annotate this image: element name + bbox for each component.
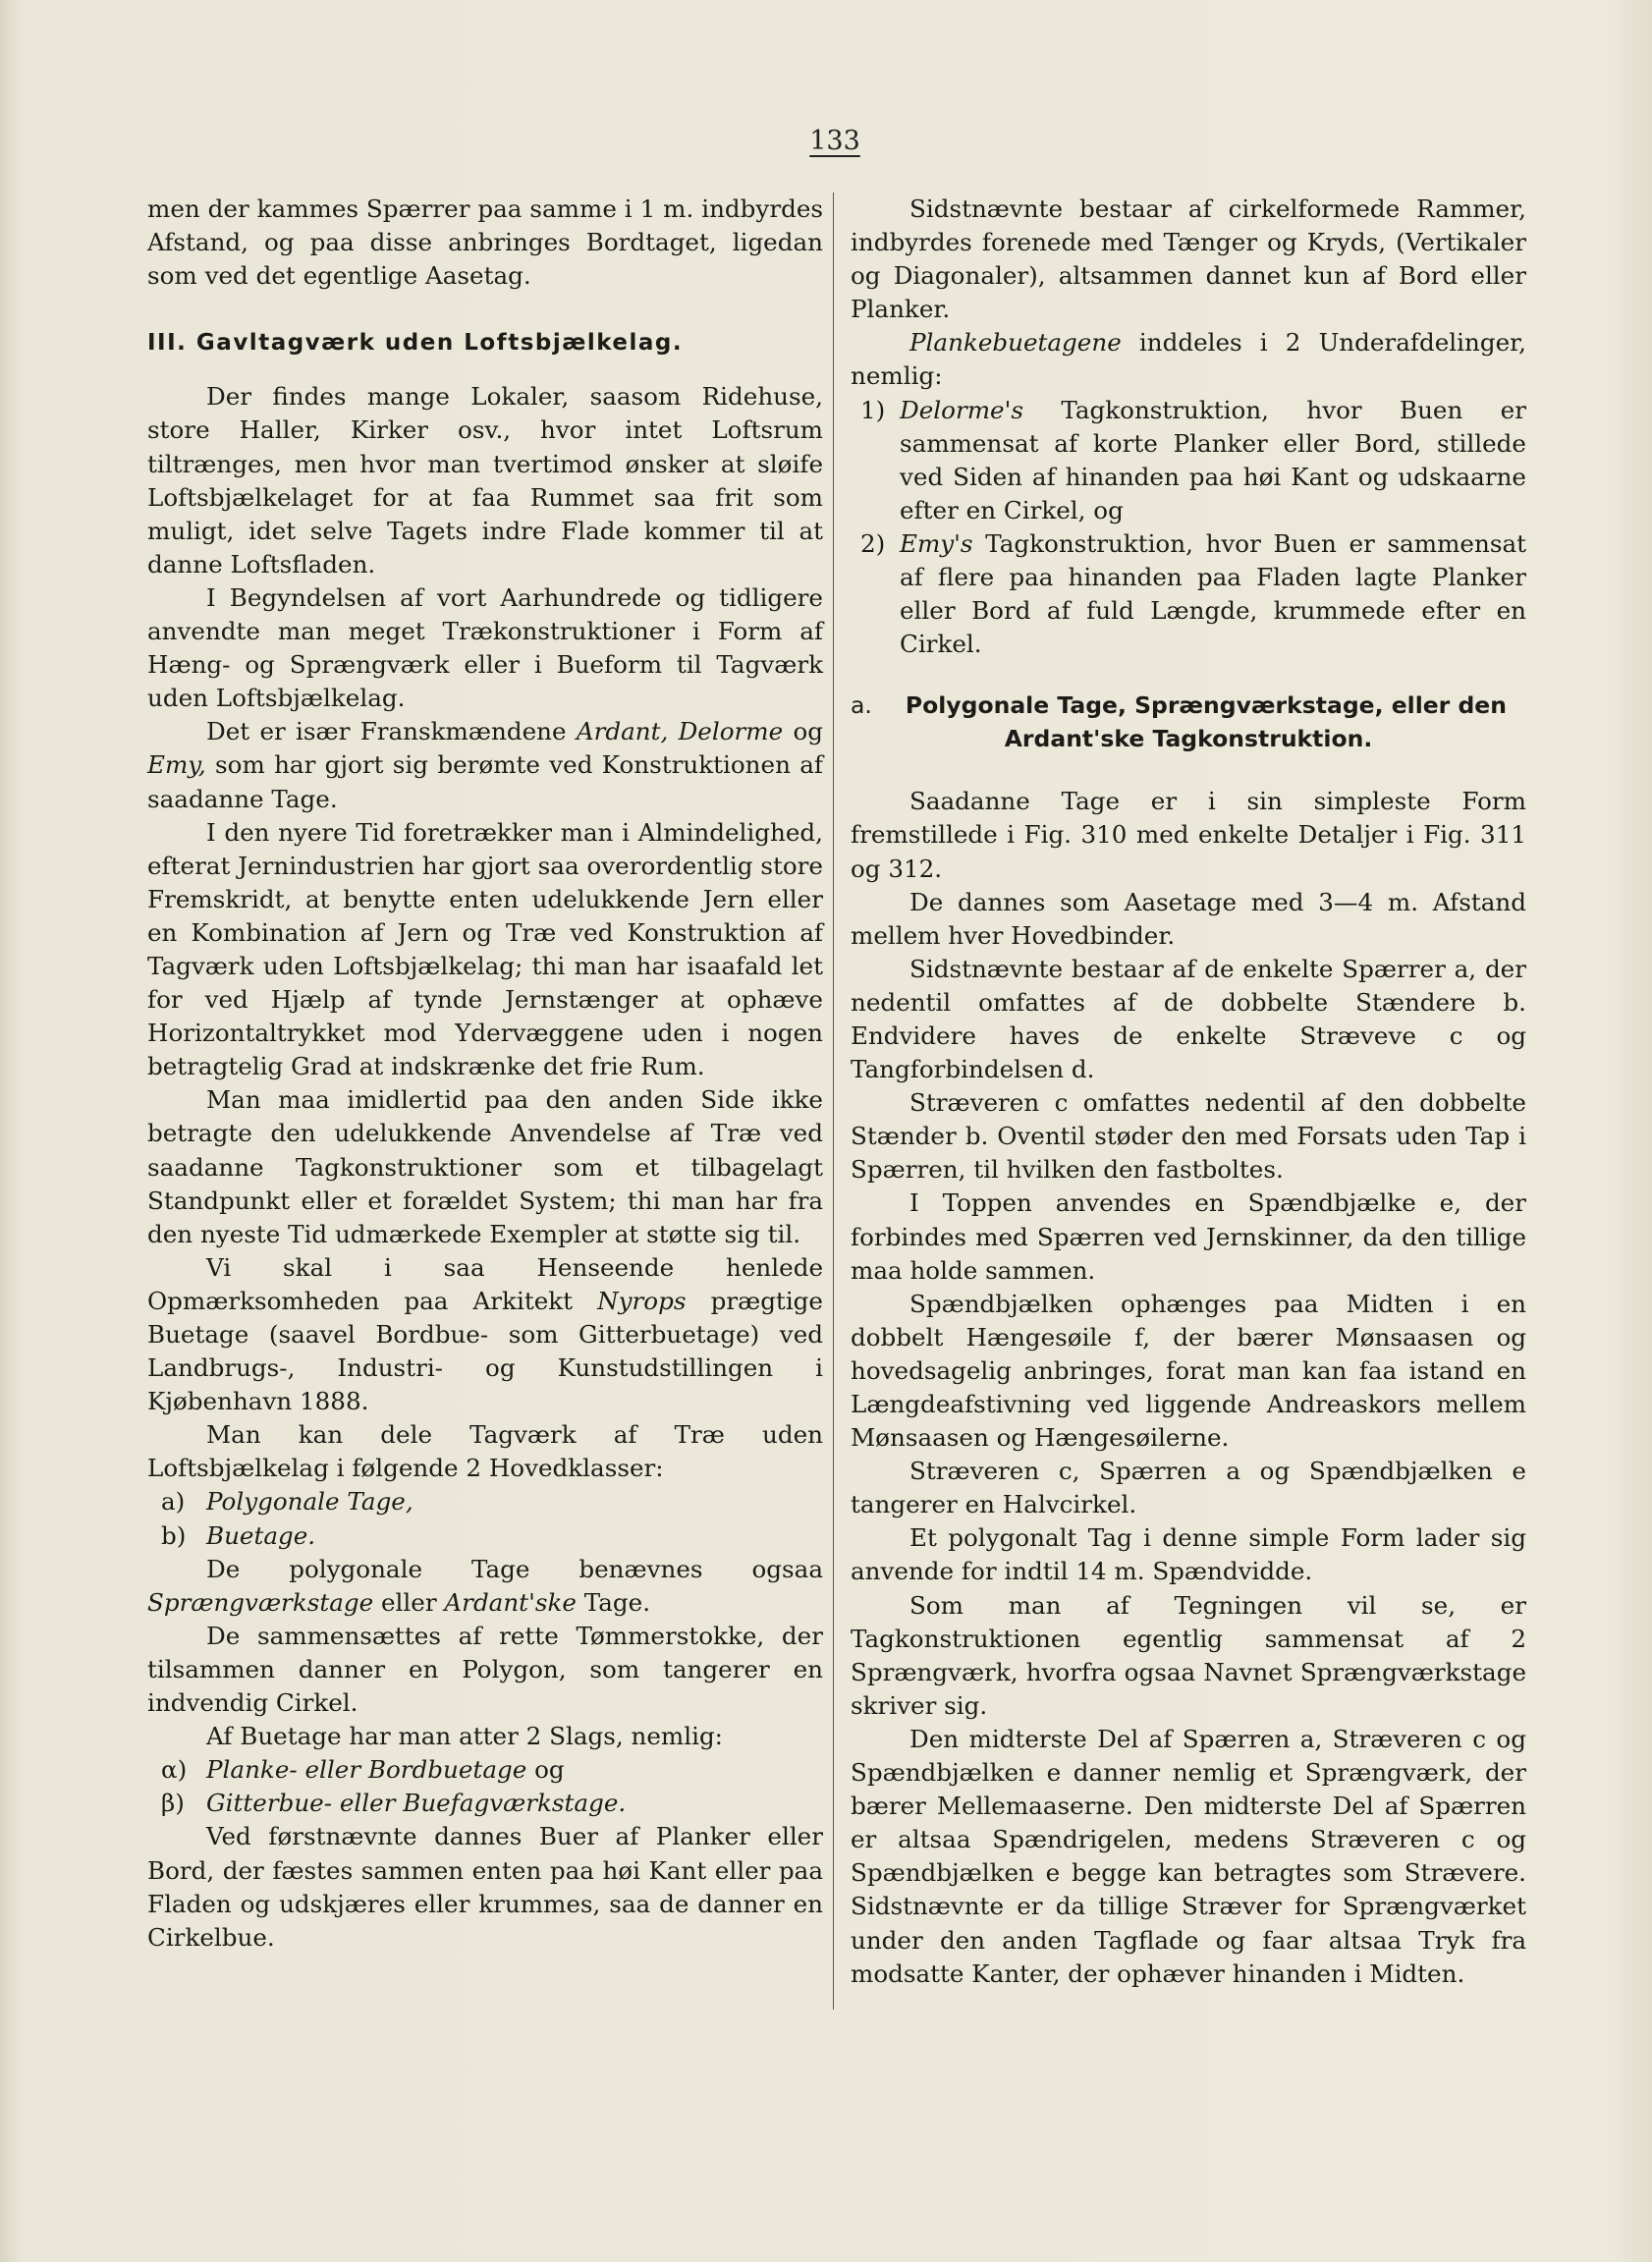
list-marker: α)	[161, 1755, 188, 1785]
paragraph: Sidstnævnte bestaar af de enkelte Spærrer a, der nedentil omfattes af de dobbelte Stændere b. Endvidere haves de enkelte Stræveve c og Tangforbindelsen d.	[851, 954, 1526, 1084]
text-run: De polygonale Tage benævnes ogsaa	[206, 1554, 823, 1583]
paragraph	[147, 715, 823, 815]
paragraph: Som man af Tegningen vil se, er Tagkonstruktionen egentlig sammensat af 2 Sprængværk, hvorfra ogsaa Navnet Sprængværkstage skriver sig.	[851, 1590, 1526, 1720]
list-item	[147, 1519, 823, 1553]
list-item	[147, 1485, 823, 1518]
emphasis-name: Delorme's	[900, 395, 1023, 424]
column-divider	[833, 193, 834, 2010]
list-text: Planke- eller Bordbuetage	[206, 1755, 527, 1785]
list-text: Buetage.	[206, 1520, 316, 1550]
subsection-heading	[851, 689, 1526, 755]
list-item	[147, 1787, 823, 1820]
text-run: Tage.	[576, 1587, 651, 1617]
emphasis-term: Ardant'ske	[444, 1587, 577, 1617]
list-item	[147, 1753, 823, 1787]
list-marker: a)	[161, 1487, 186, 1517]
paragraph: Stræveren c omfattes nedentil af den dobbelte Stænder b. Oventil støder den med Forsats uden Tap i Spærren, til hvilken den fastboltes.	[851, 1088, 1526, 1185]
subsection-title-line: Polygonale Tage, Sprængværkstage, eller den	[905, 691, 1507, 720]
paragraph: De dannes som Aasetage med 3—4 m. Afstand mellem hver Hovedbinder.	[851, 887, 1526, 950]
paragraph: Man kan dele Tagværk af Træ uden Loftsbjælkelag i følgende 2 Hovedklasser:	[147, 1420, 823, 1483]
paragraph-continued: men der kammes Spærrer paa samme i 1 m. indbyrdes Afstand, og paa disse anbringes Bordtaget, ligedan som ved det egentlige Aasetag.	[147, 194, 823, 291]
text-run: som har gjort sig berømte ved Konstruktionen af saadanne Tage.	[147, 750, 823, 813]
paragraph: I Toppen anvendes en Spændbjælke e, der forbindes med Spærren ved Jernskinner, da den tillige maa holde sammen.	[851, 1188, 1526, 1285]
emphasis-names: Ardant, Delorme	[576, 717, 784, 746]
text-run: eller	[373, 1587, 445, 1617]
paragraph: Den midterste Del af Spærren a, Stræveren c og Spændbjælken e danner nemlig et Sprængværk, der bærer Mellemaaserne. Den midterste Del af Spærren er altsaa Spændrigelen, medens Stræveren c og Spændbjælken e begge kan betragtes som Strævere. Sidstnævnte er da tillige Stræver for Sprængværket under den anden Tagflade og faar altsaa Tryk fra modsatte Kanter, der ophæver hinanden i Midten.	[851, 1724, 1526, 1988]
emphasis-term: Sprængværkstage	[147, 1587, 374, 1617]
text-run: prægtige Buetage (saavel Bordbue- som Gitterbuetage) ved Landbrugs-, Industri- og Kunstudstillingen i Kjøbenhavn 1888.	[147, 1286, 823, 1416]
paragraph: Der findes mange Lokaler, saasom Ridehuse, store Haller, Kirker osv., hvor intet Loftsrum tiltrænges, men hvor man tvertimod ønsker at sløife Loftsbjælkelaget for at faa Rummet saa frit som muligt, idet selve Tagets indre Flade kommer til at danne Loftsfladen.	[147, 382, 823, 579]
text-run: inddeles i 2 Underafdelinger, nemlig:	[851, 328, 1526, 391]
list-text: Tagkonstruktion, hvor Buen er sammensat af flere paa hinanden paa Fladen lagte Planker eller Bord af fuld Længde, krummede efter en Cirkel.	[900, 528, 1526, 659]
paragraph: Et polygonalt Tag i denne simple Form lader sig anvende for indtil 14 m. Spændvidde.	[851, 1523, 1526, 1586]
paragraph: Man maa imidlertid paa den anden Side ikke betragte den udelukkende Anvendelse af Træ ved saadanne Tagkonstruktioner som et tilbagelagt Standpunkt eller et forældet System; thi man har fra den nyeste Tid udmærkede Exempler at støtte sig til.	[147, 1085, 823, 1248]
subsection-title-line: Ardant'ske Tagkonstruktion.	[1004, 725, 1373, 753]
text-run: Vi skal i saa Henseende henlede Opmærksomheden paa Arkitekt	[147, 1252, 823, 1315]
emphasis-name: Emy's	[900, 528, 973, 558]
paragraph: Ved førstnævnte dannes Buer af Planker eller Bord, der fæstes sammen enten paa høi Kant eller paa Fladen og udskjæres eller krummes, saa de danner en Cirkelbue.	[147, 1822, 823, 1952]
text-run: og	[526, 1755, 565, 1785]
list-text: Gitterbue- eller Buefagværkstage.	[206, 1789, 627, 1818]
paragraph	[147, 1251, 823, 1418]
emphasis-term: Plankebuetagene	[909, 328, 1122, 358]
paragraph: Stræveren c, Spærren a og Spændbjælken e tangerer en Halvcirkel.	[851, 1457, 1526, 1519]
section-heading: III. Gavltagværk uden Loftsbjælkelag.	[147, 330, 684, 357]
list-item	[851, 527, 1526, 661]
paragraph: Af Buetage har man atter 2 Slags, nemlig:	[206, 1722, 723, 1751]
text-run: og	[783, 717, 823, 746]
paragraph: De sammensættes af rette Tømmerstokke, der tilsammen danner en Polygon, som tangerer en indvendig Cirkel.	[147, 1621, 823, 1718]
emphasis-name: Emy,	[147, 750, 206, 780]
list-marker: b)	[161, 1520, 187, 1550]
paragraph	[851, 326, 1526, 393]
list-marker: β)	[161, 1789, 185, 1818]
list-marker: 2)	[860, 528, 886, 558]
list-item	[851, 394, 1526, 527]
list-text: Tagkonstruktion, hvor Buen er sammensat af korte Planker eller Bord, stillede ved Siden af hinanden paa høi Kant og udskaarne efter en Cirkel, og	[900, 395, 1526, 524]
right-column	[851, 193, 1526, 1991]
paragraph: Saadanne Tage er i sin simpleste Form fremstillede i Fig. 310 med enkelte Detaljer i Fig. 311 og 312.	[851, 787, 1526, 883]
paragraph: Spændbjælken ophænges paa Midten i en dobbelt Hængesøile f, der bærer Mønsaasen og hovedsagelig anbringes, forat man kan faa istand en Længdeafstivning ved liggende Andreaskors mellem Mønsaasen og Hængesøilerne.	[851, 1289, 1526, 1453]
subsection-marker: a.	[851, 691, 872, 720]
paragraph: I den nyere Tid foretrækker man i Almindelighed, efterat Jernindustrien har gjort saa overordentlig store Fremskridt, at benytte enten udelukkende Jern eller en Kombination af Jern og Træ ved Konstruktion af Tagværk uden Loftsbjælkelag; thi man har isaafald let for ved Hjælp af tynde Jernstænger at ophæve Horizontaltrykket mod Ydervæggene uden i nogen betragtelig Grad at indskrænke det frie Rum.	[147, 817, 823, 1081]
list-text: Polygonale Tage,	[206, 1487, 413, 1517]
text-run: Det er især Franskmændene	[206, 717, 577, 746]
page-number: 133	[809, 126, 860, 156]
paragraph: I Begyndelsen af vort Aarhundrede og tidligere anvendte man meget Trækonstruktioner i Form af Hæng- og Sprængværk eller i Bueform til Tagværk uden Loftsbjælkelag.	[147, 582, 823, 713]
paragraph: Sidstnævnte bestaar af cirkelformede Rammer, indbyrdes forenede med Tænger og Kryds, (Vertikaler og Diagonaler), altsammen dannet kun af Bord eller Planker.	[851, 194, 1526, 324]
list-marker: 1)	[860, 395, 886, 424]
emphasis-name: Nyrops	[597, 1286, 687, 1315]
paragraph	[147, 1553, 823, 1620]
left-column	[147, 193, 823, 1955]
